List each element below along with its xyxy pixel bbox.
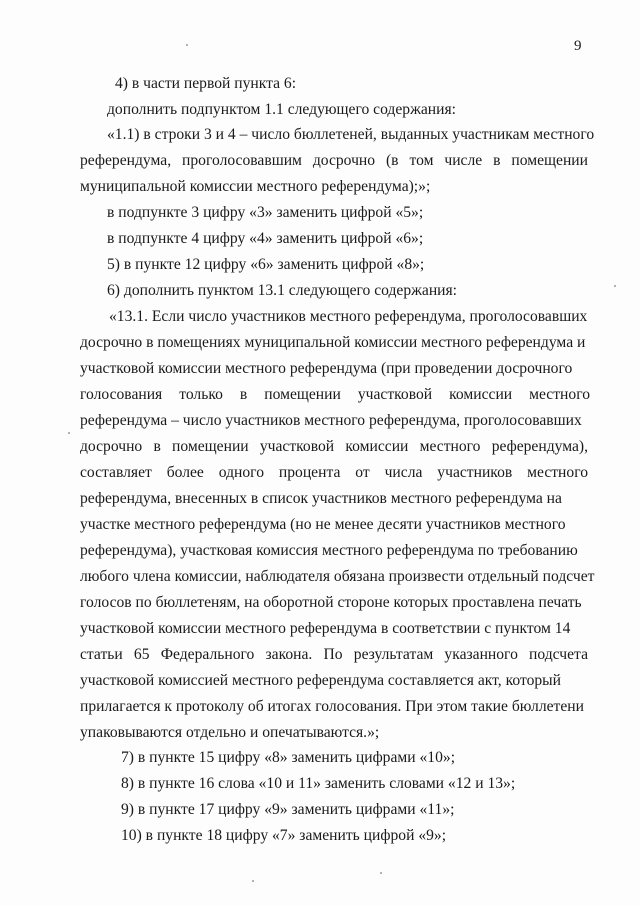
text-line: «13.1. Если число участников местного референдума, проголосовавших — [109, 308, 588, 325]
text-line: референдума, проголосовавшим досрочно (в том числе в помещении — [80, 152, 588, 169]
scan-speck — [68, 432, 70, 434]
text-line: 6) дополнить пунктом 13.1 следующего содержания: — [107, 282, 458, 299]
scan-speck — [380, 872, 382, 874]
page-number: 9 — [574, 38, 582, 54]
text-line: составляет более одного процента от числа участников местного — [80, 464, 588, 481]
text-line: участке местного референдума (но не менее десяти участников местного — [80, 516, 566, 533]
text-line: статьи 65 Федерального закона. По результатам указанного подсчета — [80, 646, 588, 663]
text-line: голосования только в помещении участковой комиссии местного — [80, 386, 590, 403]
text-line: дополнить подпунктом 1.1 следующего содержания: — [107, 101, 456, 118]
text-line: 4) в части первой пункта 6: — [115, 75, 297, 92]
text-line: участковой комиссии местного референдума в соответствии с пунктом 14 — [80, 620, 571, 637]
text-line: «1.1) в строки 3 и 4 – число бюллетеней, выданных участникам местного — [107, 126, 595, 143]
text-line: прилагается к протоколу об итогах голосования. При этом такие бюллетени — [80, 698, 584, 715]
text-line: досрочно в помещении участковой комиссии местного референдума), — [80, 438, 588, 455]
text-line: 10) в пункте 18 цифру «7» заменить цифрой «9»; — [121, 827, 447, 844]
text-line: досрочно в помещениях муниципальной комиссии местного референдума и — [80, 334, 586, 351]
text-line: голосов по бюллетеням, на оборотной стороне которых проставлена печать — [80, 594, 582, 611]
text-line: муниципальной комиссии местного референдума);»; — [80, 178, 431, 195]
scan-speck — [186, 44, 188, 46]
scan-speck — [614, 285, 616, 287]
text-line: в подпункте 4 цифру «4» заменить цифрой «6»; — [107, 230, 424, 247]
text-line: 5) в пункте 12 цифру «6» заменить цифрой «8»; — [107, 256, 425, 273]
text-line: референдума – число участников местного референдума, проголосовавших — [80, 412, 582, 429]
text-line: упаковываются отдельно и опечатываются.»; — [80, 724, 380, 741]
scan-speck — [252, 880, 254, 882]
text-line: референдума, внесенных в список участников местного референдума на — [80, 490, 562, 507]
text-line: участковой комиссии местного референдума (при проведении досрочного — [80, 360, 573, 377]
text-line: 7) в пункте 15 цифру «8» заменить цифрами «10»; — [121, 749, 456, 766]
text-line: любого члена комиссии, наблюдателя обязана произвести отдельный подсчет — [80, 568, 595, 585]
text-line: в подпункте 3 цифру «3» заменить цифрой «5»; — [107, 204, 424, 221]
text-line: 9) в пункте 17 цифру «9» заменить цифрами «11»; — [121, 801, 455, 818]
text-line: референдума), участковая комиссия местного референдума по требованию — [80, 542, 578, 559]
text-line: 8) в пункте 16 слова «10 и 11» заменить словами «12 и 13»; — [121, 775, 516, 792]
text-line: участковой комиссией местного референдума составляется акт, который — [80, 672, 561, 689]
